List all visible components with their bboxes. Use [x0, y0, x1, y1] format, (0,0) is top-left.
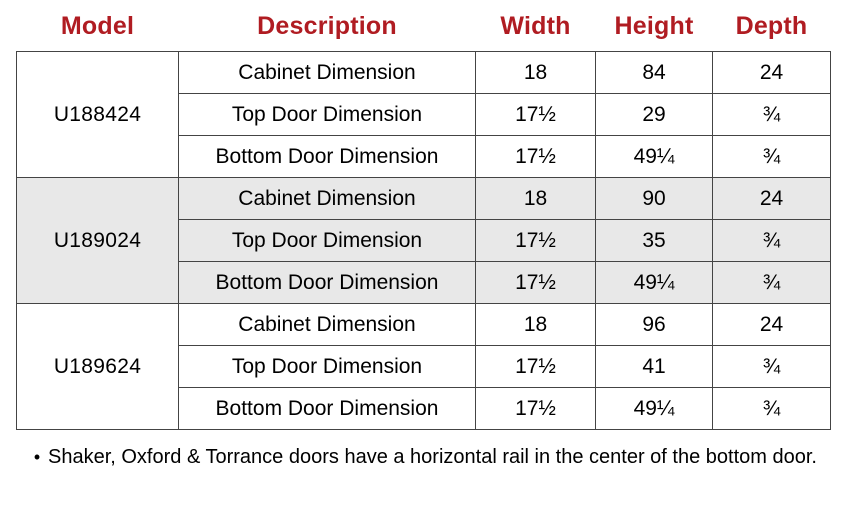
cell-depth: 24 — [713, 178, 831, 220]
column-header-model: Model — [60, 12, 135, 40]
cell-depth: ¾ — [713, 94, 831, 136]
cell-depth: ¾ — [713, 388, 831, 430]
cell-depth: ¾ — [713, 220, 831, 262]
note-text: Shaker, Oxford & Torrance doors have a horizontal rail in the center of the bottom door. — [48, 446, 817, 468]
cell-height: 90 — [596, 178, 713, 220]
column-header-description: Description — [257, 12, 397, 40]
cell-depth: ¾ — [713, 262, 831, 304]
cell-width: 18 — [476, 304, 596, 346]
header-row — [17, 8, 831, 52]
cell-height: 84 — [596, 52, 713, 94]
cell-depth: 24 — [713, 304, 831, 346]
cell-model: U188424 — [17, 52, 179, 178]
column-header-height: Height — [614, 12, 694, 40]
cell-width: 17½ — [476, 262, 596, 304]
cell-height: 49¼ — [596, 136, 713, 178]
cell-height: 29 — [596, 94, 713, 136]
cell-height: 41 — [596, 346, 713, 388]
cell-width: 17½ — [476, 136, 596, 178]
cell-height: 96 — [596, 304, 713, 346]
list-item — [26, 444, 830, 470]
cell-depth: ¾ — [713, 346, 831, 388]
cell-width: 17½ — [476, 94, 596, 136]
cell-width: 18 — [476, 52, 596, 94]
cell-height: 49¼ — [596, 388, 713, 430]
cell-description: Top Door Dimension — [179, 220, 476, 262]
bullet-icon: • — [33, 447, 41, 467]
cell-description: Top Door Dimension — [179, 346, 476, 388]
cell-description: Bottom Door Dimension — [179, 388, 476, 430]
cell-width: 18 — [476, 178, 596, 220]
cell-depth: ¾ — [713, 136, 831, 178]
cell-model: U189024 — [17, 178, 179, 304]
cell-description: Cabinet Dimension — [179, 52, 476, 94]
cell-description: Cabinet Dimension — [179, 178, 476, 220]
table-body — [17, 52, 831, 430]
cell-description: Bottom Door Dimension — [179, 262, 476, 304]
dimensions-table — [16, 8, 831, 430]
cell-description: Bottom Door Dimension — [179, 136, 476, 178]
table-header — [17, 8, 831, 52]
cell-description: Top Door Dimension — [179, 94, 476, 136]
table-row — [17, 304, 831, 346]
cell-model: U189624 — [17, 304, 179, 430]
notes-list — [16, 444, 830, 470]
cell-description: Cabinet Dimension — [179, 304, 476, 346]
cell-height: 49¼ — [596, 262, 713, 304]
cell-height: 35 — [596, 220, 713, 262]
table-row — [17, 52, 831, 94]
cell-width: 17½ — [476, 220, 596, 262]
cell-width: 17½ — [476, 388, 596, 430]
column-header-depth: Depth — [735, 12, 808, 40]
table-row — [17, 178, 831, 220]
column-header-width: Width — [500, 12, 571, 40]
cell-depth: 24 — [713, 52, 831, 94]
cell-width: 17½ — [476, 346, 596, 388]
